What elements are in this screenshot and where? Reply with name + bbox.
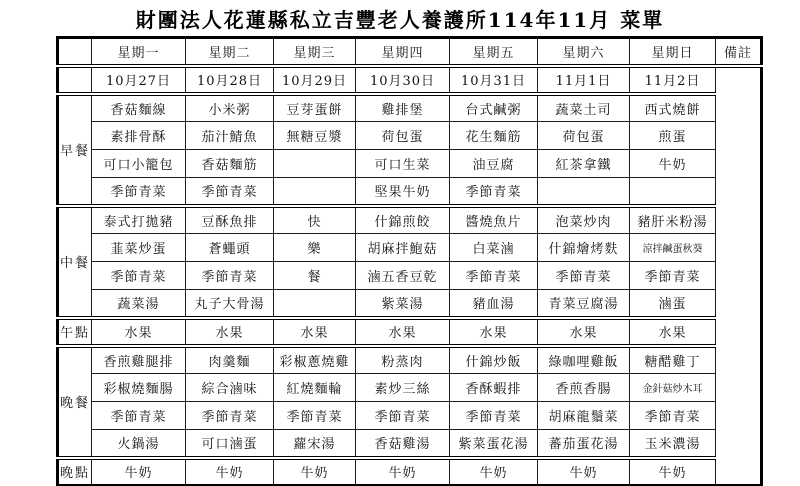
date-cell: 11月1日 [538, 66, 630, 94]
menu-cell: 滷五香豆乾 [356, 262, 450, 290]
menu-cell [538, 178, 630, 206]
menu-cell [274, 150, 356, 178]
menu-cell: 可口生菜 [356, 150, 450, 178]
menu-cell: 牛奶 [450, 458, 538, 486]
meal-label: 中餐 [58, 206, 92, 318]
remarks-header: 備註 [716, 38, 762, 66]
menu-cell: 香菇雞湯 [356, 430, 450, 458]
menu-cell: 丸子大骨湯 [186, 290, 274, 318]
menu-cell: 季節青菜 [186, 402, 274, 430]
menu-cell: 香酥蝦排 [450, 374, 538, 402]
menu-cell: 蘿宋湯 [274, 430, 356, 458]
menu-cell: 肉羹麵 [186, 346, 274, 374]
menu-cell: 季節青菜 [630, 262, 716, 290]
page-title: 財團法人花蓮縣私立吉豐老人養護所114年11月 菜單 [135, 8, 665, 32]
menu-cell: 香煎香腸 [538, 374, 630, 402]
menu-cell: 無糖豆漿 [274, 122, 356, 150]
date-cell: 10月30日 [356, 66, 450, 94]
menu-cell [630, 178, 716, 206]
menu-cell: 荷包蛋 [538, 122, 630, 150]
menu-cell: 台式鹹粥 [450, 94, 538, 122]
menu-cell [274, 178, 356, 206]
menu-cell: 季節青菜 [186, 262, 274, 290]
remarks-column [716, 66, 762, 486]
menu-cell: 金針菇炒木耳 [630, 374, 716, 402]
menu-cell: 小米粥 [186, 94, 274, 122]
menu-cell: 紫菜湯 [356, 290, 450, 318]
menu-cell: 綜合滷味 [186, 374, 274, 402]
menu-cell: 季節青菜 [450, 402, 538, 430]
menu-cell: 水果 [274, 318, 356, 346]
menu-cell: 水果 [450, 318, 538, 346]
day-header: 星期三 [274, 38, 356, 66]
menu-cell: 青菜豆腐湯 [538, 290, 630, 318]
menu-cell: 泰式打拋豬 [92, 206, 186, 234]
menu-cell: 糖醋雞丁 [630, 346, 716, 374]
menu-cell: 季節青菜 [92, 402, 186, 430]
meal-label: 晚餐 [58, 346, 92, 458]
menu-cell: 胡麻龍鬚菜 [538, 402, 630, 430]
menu-cell: 火鍋湯 [92, 430, 186, 458]
menu-cell: 牛奶 [630, 150, 716, 178]
menu-cell: 香菇麵線 [92, 94, 186, 122]
menu-cell: 素排骨酥 [92, 122, 186, 150]
menu-cell: 綠咖哩雞飯 [538, 346, 630, 374]
menu-cell: 香煎雞腿排 [92, 346, 186, 374]
date-cell: 10月31日 [450, 66, 538, 94]
day-header: 星期四 [356, 38, 450, 66]
menu-cell: 醬燒魚片 [450, 206, 538, 234]
menu-cell: 香菇麵筋 [186, 150, 274, 178]
menu-cell: 什錦炒飯 [450, 346, 538, 374]
menu-cell: 什錦煎餃 [356, 206, 450, 234]
menu-cell: 紫菜蛋花湯 [450, 430, 538, 458]
menu-cell: 季節青菜 [630, 402, 716, 430]
menu-cell: 豬肝米粉湯 [630, 206, 716, 234]
corner-cell [58, 66, 92, 94]
menu-cell: 堅果牛奶 [356, 178, 450, 206]
menu-cell: 樂 [274, 234, 356, 262]
menu-cell: 彩椒蔥燒雞 [274, 346, 356, 374]
day-header: 星期日 [630, 38, 716, 66]
menu-cell: 蔬菜湯 [92, 290, 186, 318]
menu-cell: 雞排堡 [356, 94, 450, 122]
menu-cell: 可口小籠包 [92, 150, 186, 178]
menu-cell: 快 [274, 206, 356, 234]
menu-cell [274, 290, 356, 318]
menu-cell: 泡菜炒肉 [538, 206, 630, 234]
menu-cell: 彩椒燒麵腸 [92, 374, 186, 402]
menu-cell: 什錦燴烤麩 [538, 234, 630, 262]
menu-cell: 玉米濃湯 [630, 430, 716, 458]
menu-cell: 油豆腐 [450, 150, 538, 178]
menu-cell: 季節青菜 [356, 402, 450, 430]
date-cell: 11月2日 [630, 66, 716, 94]
menu-cell: 水果 [92, 318, 186, 346]
menu-cell: 季節青菜 [92, 262, 186, 290]
corner-cell [58, 38, 92, 66]
menu-cell: 牛奶 [92, 458, 186, 486]
day-header: 星期六 [538, 38, 630, 66]
menu-cell: 豆酥魚排 [186, 206, 274, 234]
menu-cell: 季節青菜 [538, 262, 630, 290]
menu-cell: 茄汁鯖魚 [186, 122, 274, 150]
day-header: 星期二 [186, 38, 274, 66]
menu-cell: 牛奶 [186, 458, 274, 486]
menu-cell: 水果 [186, 318, 274, 346]
menu-cell: 牛奶 [538, 458, 630, 486]
menu-table-body [58, 38, 762, 486]
date-cell: 10月29日 [274, 66, 356, 94]
menu-cell: 韮菜炒蛋 [92, 234, 186, 262]
date-cell: 10月28日 [186, 66, 274, 94]
menu-cell: 水果 [538, 318, 630, 346]
menu-cell: 涼拌鹹蛋秋葵 [630, 234, 716, 262]
menu-cell: 荷包蛋 [356, 122, 450, 150]
menu-cell: 素炒三絲 [356, 374, 450, 402]
menu-cell: 牛奶 [630, 458, 716, 486]
menu-cell: 蕃茄蛋花湯 [538, 430, 630, 458]
menu-cell: 西式燒餅 [630, 94, 716, 122]
meal-label: 早餐 [58, 94, 92, 206]
meal-label: 午點 [58, 318, 92, 346]
menu-cell: 季節青菜 [92, 178, 186, 206]
menu-cell: 滷蛋 [630, 290, 716, 318]
day-header: 星期一 [92, 38, 186, 66]
day-header: 星期五 [450, 38, 538, 66]
menu-cell: 季節青菜 [186, 178, 274, 206]
menu-cell: 白菜滷 [450, 234, 538, 262]
menu-cell: 粉蒸肉 [356, 346, 450, 374]
menu-cell: 季節青菜 [450, 262, 538, 290]
menu-cell: 牛奶 [274, 458, 356, 486]
meal-label: 晚點 [58, 458, 92, 486]
menu-cell: 豆芽蛋餅 [274, 94, 356, 122]
menu-cell: 季節青菜 [274, 402, 356, 430]
menu-cell: 牛奶 [356, 458, 450, 486]
date-cell: 10月27日 [92, 66, 186, 94]
menu-cell: 餐 [274, 262, 356, 290]
menu-cell: 蒼蠅頭 [186, 234, 274, 262]
menu-cell: 紅燒麵輪 [274, 374, 356, 402]
menu-cell: 水果 [356, 318, 450, 346]
menu-cell: 花生麵筋 [450, 122, 538, 150]
menu-cell: 可口滷蛋 [186, 430, 274, 458]
menu-cell: 豬血湯 [450, 290, 538, 318]
menu-cell: 煎蛋 [630, 122, 716, 150]
menu-cell: 水果 [630, 318, 716, 346]
menu-cell: 季節青菜 [450, 178, 538, 206]
menu-table [56, 36, 763, 486]
menu-cell: 紅茶拿鐵 [538, 150, 630, 178]
menu-cell: 胡麻拌鮑菇 [356, 234, 450, 262]
menu-cell: 蔬菜土司 [538, 94, 630, 122]
